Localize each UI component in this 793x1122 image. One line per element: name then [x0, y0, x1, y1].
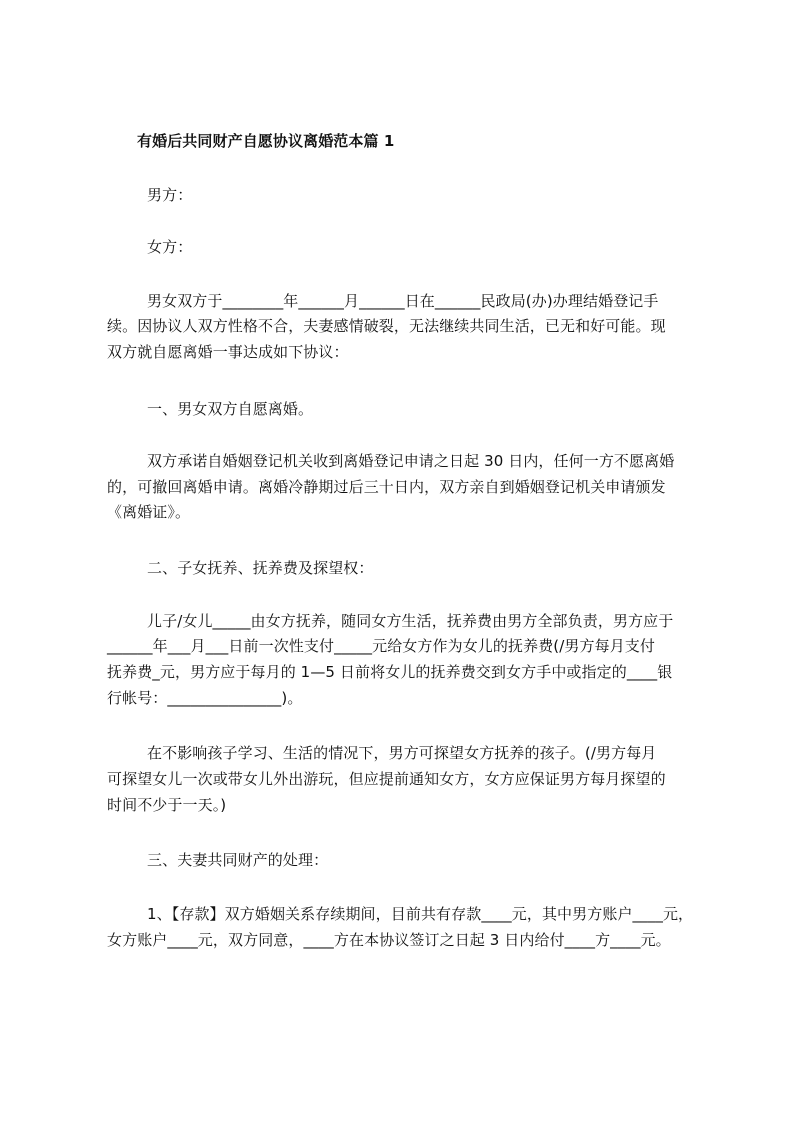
paragraph-1-line-3: 双方就自愿离婚一事达成如下协议： — [107, 343, 349, 361]
paragraph-3-line-1: 儿子/女儿_____由女方抚养，随同女方生活，抚养费由男方全部负责，男方应于 — [147, 612, 674, 630]
section-2-heading: 二、子女抚养、抚养费及探望权： — [147, 559, 374, 577]
section-1-heading: 一、男女双方自愿离婚。 — [147, 400, 314, 418]
paragraph-5-line-2: 女方账户____元，双方同意，____方在本协议签订之日起 3 日内给付____方____元。 — [107, 931, 671, 949]
paragraph-4-line-1: 在不影响孩子学习、生活的情况下，男方可探望女方抚养的孩子。(/男方每月 — [147, 744, 657, 762]
paragraph-3-line-3: 抚养费_元，男方应于每月的 1—5 日前将女儿的抚养费交到女方手中或指定的____银 — [107, 663, 673, 681]
paragraph-3-line-4: 行帐号：_______________)。 — [107, 689, 303, 707]
document-title: 有婚后共同财产自愿协议离婚范本篇 1 — [137, 132, 395, 150]
paragraph-4-line-3: 时间不少于一天。) — [107, 796, 227, 814]
paragraph-5-line-1: 1、【存款】双方婚姻关系存续期间，目前共有存款____元，其中男方账户____元， — [147, 905, 694, 923]
paragraph-2-line-1: 双方承诺自婚姻登记机关收到离婚登记申请之日起 30 日内，任何一方不愿离婚 — [147, 452, 675, 470]
section-3-heading: 三、夫妻共同财产的处理： — [147, 851, 329, 869]
paragraph-4-line-2: 可探望女儿一次或带女儿外出游玩，但应提前通知女方，女方应保证男方每月探望的 — [107, 770, 666, 788]
female-party-label: 女方： — [147, 238, 193, 256]
paragraph-2-line-2: 的，可撤回离婚申请。离婚冷静期过后三十日内，双方亲自到婚姻登记机关申请颁发 — [107, 478, 666, 496]
paragraph-1-line-1: 男女双方于________年______月______日在______民政局(办)办理结婚登记手 — [147, 292, 659, 310]
male-party-label: 男方： — [147, 186, 193, 204]
paragraph-3-line-2: ______年___月___日前一次性支付_____元给女方作为女儿的抚养费(/男方每月支付 — [107, 637, 656, 655]
paragraph-1-line-2: 续。因协议人双方性格不合，夫妻感情破裂，无法继续共同生活，已无和好可能。现 — [107, 317, 666, 335]
paragraph-2-line-3: 《离婚证》。 — [107, 503, 191, 521]
